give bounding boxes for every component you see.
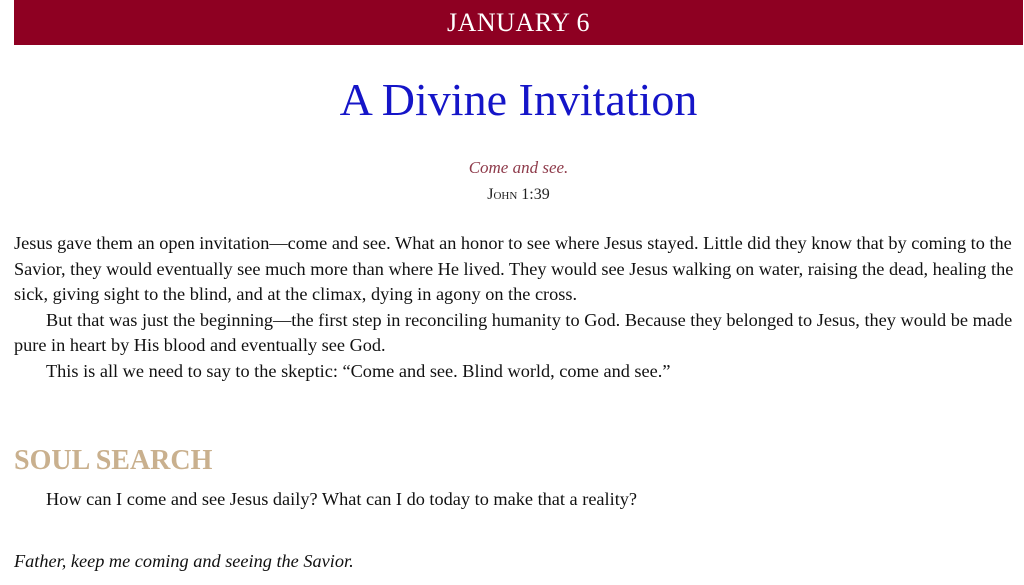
closing-prayer: Father, keep me coming and seeing the Savior. [14,551,354,571]
devotion-body [14,231,1023,384]
scripture-reference: John 1:39 [487,186,550,203]
date-banner: JANUARY 6 [14,0,1023,45]
soul-search-question: How can I come and see Jesus daily? What can I do today to make that a reality? [46,489,638,509]
soul-search-heading: SOUL SEARCH [14,445,213,476]
body-paragraph: This is all we need to say to the skeptic: “Come and see. Blind world, come and see.” [46,360,671,381]
scripture-verse: Come and see. [468,158,569,177]
body-paragraph: Jesus gave them an open invitation—come and see. What an honor to see where Jesus stayed. Little did they know that by coming to the Savior, they would eventually see much more than where He lived. They would see Jesus walking on water, raising the dead, healing the sick, giving sight to the blind, and at the climax, dying in agony on the cross. [14,233,1014,304]
devotion-title: A Divine Invitation [339,74,698,125]
body-paragraph: But that was just the beginning—the first step in reconciling humanity to God. Because they belonged to Jesus, they would be made pure in heart by His blood and eventually see God. [14,309,1013,355]
